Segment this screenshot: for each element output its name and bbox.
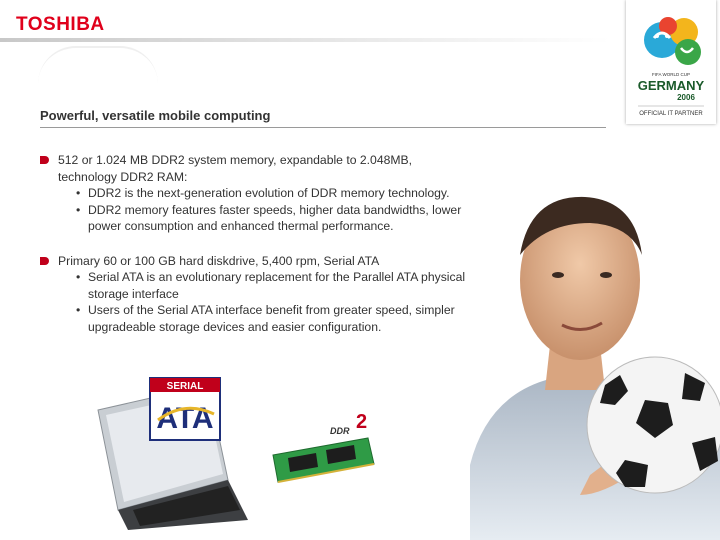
- worldcup-logo-card: [626, 0, 716, 124]
- logo-line3: 2006: [677, 93, 695, 102]
- sub-bullet-dot-icon: •: [76, 186, 81, 200]
- sub-bullet-dot-icon: •: [76, 303, 81, 317]
- person-with-football-photo: [430, 175, 720, 540]
- serial-ata-badge: [150, 378, 220, 440]
- product-images: [88, 370, 408, 530]
- bullet-marker-icon: [40, 257, 49, 265]
- sub-bullet-text: DDR2 memory features faster speeds, higher data bandwidths, lower power consumption and enhanced thermal performance.: [88, 202, 462, 233]
- logo-line4: OFFICIAL IT PARTNER: [639, 111, 703, 117]
- slide-subtitle: Powerful, versatile mobile computing: [40, 108, 271, 123]
- sub-bullet: [58, 269, 470, 302]
- worldcup-emblem-icon: [626, 0, 716, 124]
- sata-badge-top: SERIAL: [166, 381, 204, 392]
- decorative-swirl: [38, 46, 158, 84]
- sata-badge-main: ATA: [156, 402, 214, 435]
- logo-line1: FIFA WORLD CUP: [651, 72, 691, 77]
- sub-bullet-text: DDR2 is the next-generation evolution of DDR memory technology.: [88, 186, 450, 200]
- sub-bullet: [58, 302, 470, 335]
- sub-bullet: [58, 202, 470, 235]
- bullet-memory: [40, 152, 470, 235]
- svg-text:2: 2: [356, 411, 368, 433]
- bullet-text: Primary 60 or 100 GB hard diskdrive, 5,400 rpm, Serial ATA: [58, 253, 380, 268]
- ddr-badge: DDR: [330, 426, 350, 436]
- sub-bullet-text: Serial ATA is an evolutionary replacement for the Parallel ATA physical storage interface: [88, 270, 466, 301]
- football-icon: [587, 357, 720, 493]
- bullet-marker-icon: [40, 156, 49, 164]
- sub-bullet-dot-icon: •: [76, 202, 81, 217]
- bullet-storage: [40, 253, 470, 336]
- header-bar: [0, 38, 610, 42]
- ddr2-memory-module: [273, 411, 374, 482]
- bullet-text: 512 or 1.024 MB DDR2 system memory, expandable to 2.048MB, technology DDR2 RAM:: [58, 153, 413, 184]
- sub-bullet-text: Users of the Serial ATA interface benefit from greater speed, simpler upgradeable storage devices and easier configuration.: [88, 303, 455, 334]
- sub-bullet-dot-icon: •: [76, 270, 81, 284]
- sub-bullet: [58, 185, 470, 202]
- logo-line2: GERMANY: [637, 78, 705, 93]
- title-divider: [40, 127, 606, 128]
- slide-body: [40, 152, 470, 353]
- toshiba-logo: TOSHIBA: [16, 14, 105, 35]
